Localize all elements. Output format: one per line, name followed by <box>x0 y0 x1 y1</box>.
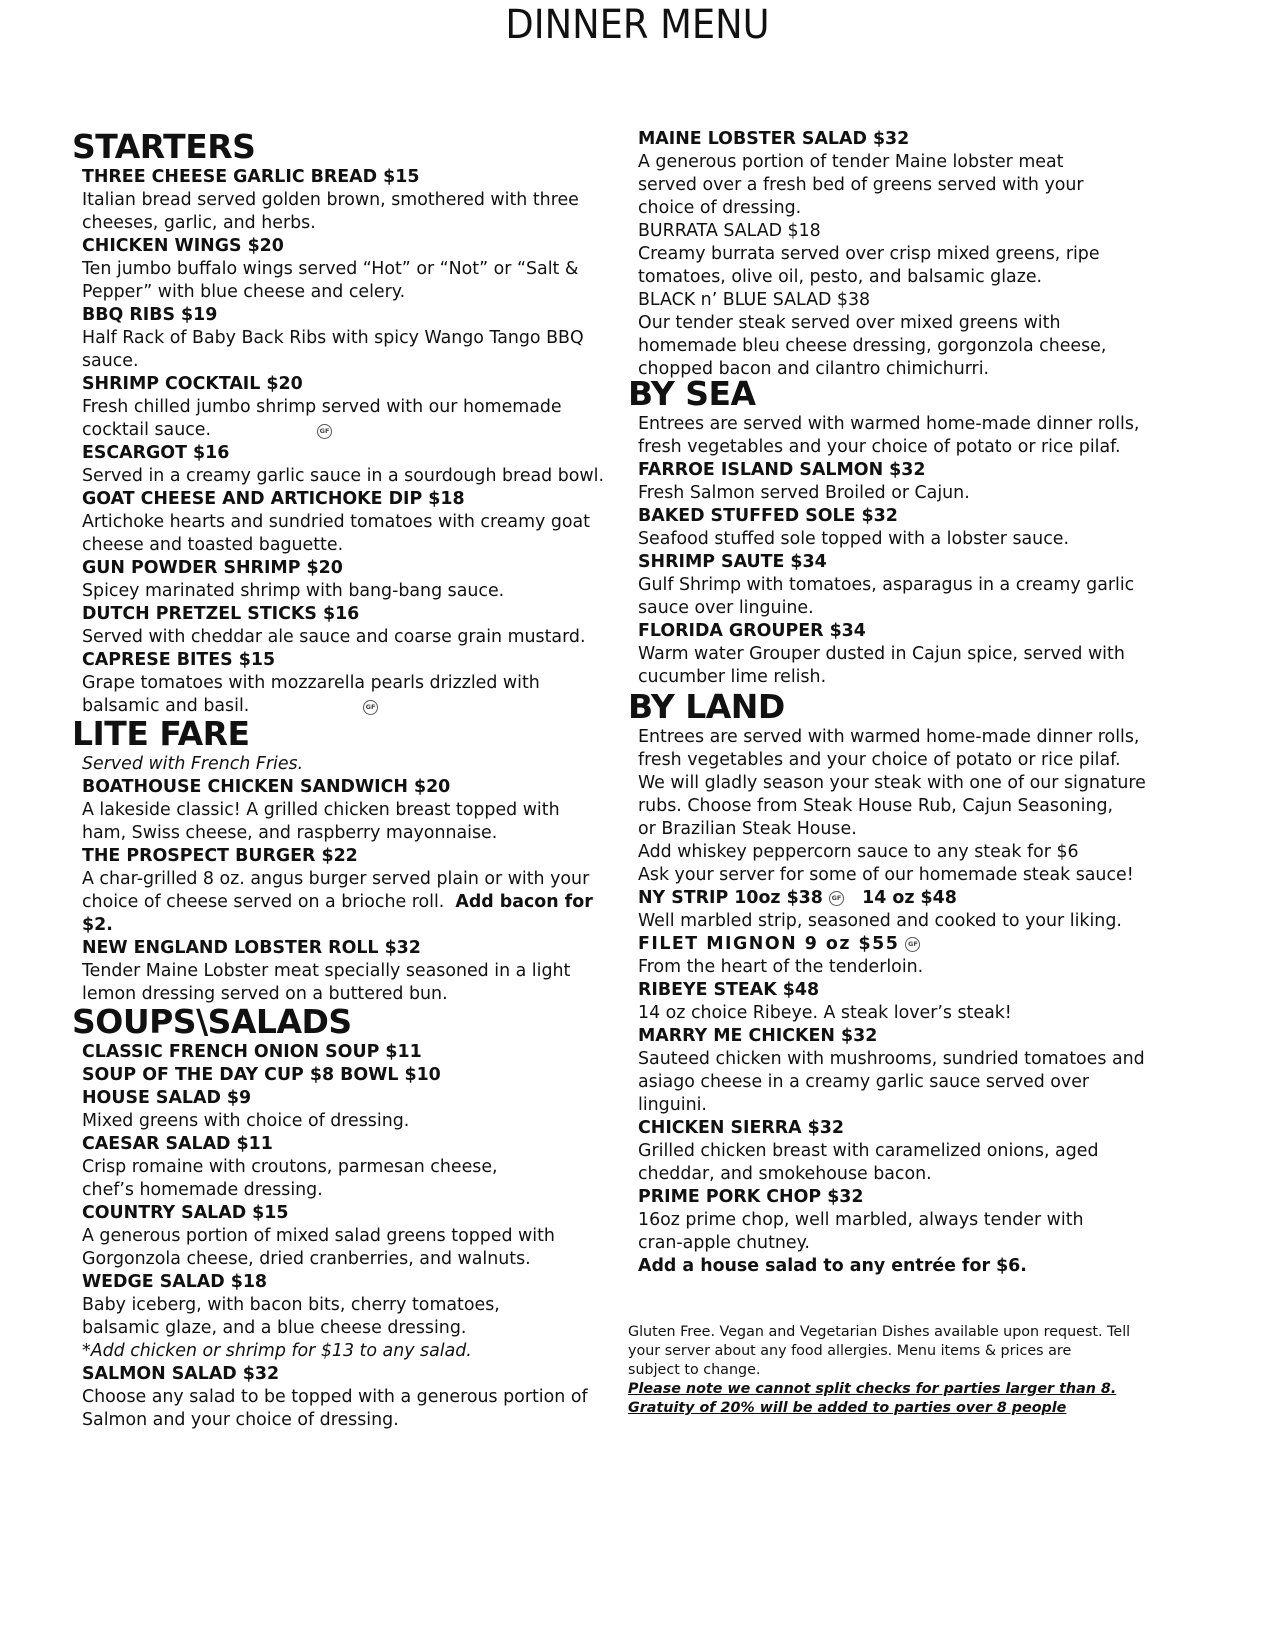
menu-item-desc: homemade bleu cheese dressing, gorgonzola cheese, <box>638 336 1107 356</box>
menu-item-name: THE PROSPECT BURGER $22 <box>82 846 358 866</box>
gluten-free-icon: GF <box>829 891 844 906</box>
gluten-free-icon: GF <box>363 700 378 715</box>
footer-line: Gluten Free. Vegan and Vegetarian Dishes available upon request. Tell <box>628 1324 1131 1340</box>
entree-addon-note: Add a house salad to any entrée for $6. <box>638 1256 1027 1276</box>
menu-item-name: SALMON SALAD $32 <box>82 1364 280 1384</box>
gluten-free-icon: GF <box>905 937 920 952</box>
menu-item-name: CAPRESE BITES $15 <box>82 650 276 670</box>
lite-fare-list <box>72 753 617 1006</box>
menu-item-desc: cheese and toasted baguette. <box>82 535 344 555</box>
footer-line: subject to change. <box>628 1362 761 1378</box>
section-intro: Entrees are served with warmed home-made dinner rolls, <box>638 727 1140 747</box>
menu-item-desc: chopped bacon and cilantro chimichurri. <box>638 359 990 379</box>
menu-item-name: CHICKEN SIERRA $32 <box>638 1118 844 1138</box>
section-by-sea <box>628 375 1188 689</box>
section-intro: or Brazilian Steak House. <box>638 819 857 839</box>
menu-item-desc: Served in a creamy garlic sauce in a sourdough bread bowl. <box>82 466 604 486</box>
menu-item-desc: Crisp romaine with croutons, parmesan cheese, <box>82 1157 498 1177</box>
menu-item-name: FARROE ISLAND SALMON $32 <box>638 460 926 480</box>
menu-item-desc: A lakeside classic! A grilled chicken breast topped with <box>82 800 560 820</box>
menu-item-desc: cheddar, and smokehouse bacon. <box>638 1164 932 1184</box>
menu-item-desc: Half Rack of Baby Back Ribs with spicy Wango Tango BBQ <box>82 328 584 348</box>
menu-item-name: FILET MIGNON 9 oz $55 <box>638 934 900 954</box>
menu-item-name-row <box>638 933 1188 956</box>
section-heading: STARTERS <box>72 127 256 166</box>
starters-list <box>72 166 617 718</box>
menu-item-desc-row <box>82 891 617 914</box>
section-heading: BY SEA <box>628 374 756 413</box>
menu-item-desc: From the heart of the tenderloin. <box>638 957 924 977</box>
menu-item-name: CHICKEN WINGS $20 <box>82 236 284 256</box>
menu-item-desc: Grape tomatoes with mozzarella pearls drizzled with <box>82 673 540 693</box>
menu-item-desc: A generous portion of mixed salad greens topped with <box>82 1226 555 1246</box>
menu-item-name: ESCARGOT $16 <box>82 443 230 463</box>
menu-item-name: BURRATA SALAD $18 <box>638 221 821 241</box>
by-sea-list <box>628 413 1188 689</box>
section-intro: fresh vegetables and your choice of potato or rice pilaf. <box>638 437 1121 457</box>
menu-item-desc: Seafood stuffed sole topped with a lobster sauce. <box>638 529 1069 549</box>
menu-item-desc: Spicey marinated shrimp with bang-bang sauce. <box>82 581 505 601</box>
menu-item-name: WEDGE SALAD $18 <box>82 1272 268 1292</box>
section-by-land <box>628 688 1188 1278</box>
menu-item-name: GOAT CHEESE AND ARTICHOKE DIP $18 <box>82 489 465 509</box>
menu-item-name: GUN POWDER SHRIMP $20 <box>82 558 343 578</box>
section-intro: Entrees are served with warmed home-made dinner rolls, <box>638 414 1140 434</box>
menu-item-desc: Artichoke hearts and sundried tomatoes with creamy goat <box>82 512 590 532</box>
section-heading: SOUPS\SALADS <box>72 1002 352 1041</box>
menu-item-desc: balsamic glaze, and a blue cheese dressing. <box>82 1318 467 1338</box>
menu-item-desc: tomatoes, olive oil, pesto, and balsamic glaze. <box>638 267 1043 287</box>
menu-item-desc: cheeses, garlic, and herbs. <box>82 213 316 233</box>
gluten-free-icon: GF <box>317 424 332 439</box>
soups-salads-list <box>72 1041 617 1432</box>
menu-item-name-row <box>638 887 1188 910</box>
menu-item-name: MAINE LOBSTER SALAD $32 <box>638 129 910 149</box>
section-starters <box>72 128 617 718</box>
menu-item-desc: cocktail sauce. <box>82 420 212 440</box>
menu-item-desc: A generous portion of tender Maine lobster meat <box>638 152 1064 172</box>
menu-item-desc: Baby iceberg, with bacon bits, cherry tomatoes, <box>82 1295 500 1315</box>
menu-item-desc: Fresh chilled jumbo shrimp served with our homemade <box>82 397 562 417</box>
menu-item-name: BOATHOUSE CHICKEN SANDWICH $20 <box>82 777 451 797</box>
menu-item-desc: Served with cheddar ale sauce and coarse grain mustard. <box>82 627 586 647</box>
menu-item-desc: sauce over linguine. <box>638 598 814 618</box>
menu-item-desc: Mixed greens with choice of dressing. <box>82 1111 410 1131</box>
menu-item-name: MARRY ME CHICKEN $32 <box>638 1026 878 1046</box>
menu-item-desc: Italian bread served golden brown, smothered with three <box>82 190 579 210</box>
menu-item-desc: Our tender steak served over mixed greens with <box>638 313 1061 333</box>
menu-item-name: FLORIDA GROUPER $34 <box>638 621 866 641</box>
menu-item-name: SHRIMP COCKTAIL $20 <box>82 374 303 394</box>
menu-item-name: RIBEYE STEAK $48 <box>638 980 820 1000</box>
menu-item-desc: 14 oz choice Ribeye. A steak lover’s steak! <box>638 1003 1012 1023</box>
menu-item-desc: Tender Maine Lobster meat specially seasoned in a light <box>82 961 571 981</box>
by-land-list <box>628 726 1188 1278</box>
menu-item-desc: 16oz prime chop, well marbled, always tender with <box>638 1210 1084 1230</box>
menu-item-addon: Add bacon for <box>455 892 593 912</box>
menu-item-desc: Fresh Salmon served Broiled or Cajun. <box>638 483 970 503</box>
menu-item-addon: $2. <box>82 915 113 935</box>
section-heading: BY LAND <box>628 687 785 726</box>
menu-item-name: BAKED STUFFED SOLE $32 <box>638 506 898 526</box>
section-note: Served with French Fries. <box>82 754 304 774</box>
menu-item-desc: served over a fresh bed of greens served with your <box>638 175 1084 195</box>
menu-item-desc: sauce. <box>82 351 139 371</box>
menu-item-name: NY STRIP 10oz $38 <box>638 888 823 908</box>
menu-item-desc: A char-grilled 8 oz. angus burger served plain or with your <box>82 869 590 889</box>
section-intro: rubs. Choose from Steak House Rub, Cajun Seasoning, <box>638 796 1114 816</box>
section-heading: LITE FARE <box>72 714 250 753</box>
menu-item-name: THREE CHEESE GARLIC BREAD $15 <box>82 167 420 187</box>
section-soups-salads <box>72 1003 617 1432</box>
menu-item-desc: lemon dressing served on a buttered bun. <box>82 984 448 1004</box>
section-intro: Ask your server for some of our homemade steak sauce! <box>638 865 1134 885</box>
menu-item-desc: Gulf Shrimp with tomatoes, asparagus in a creamy garlic <box>638 575 1135 595</box>
menu-item-desc: chef’s homemade dressing. <box>82 1180 323 1200</box>
menu-item-desc: Ten jumbo buffalo wings served “Hot” or “Not” or “Salt & <box>82 259 579 279</box>
menu-item-desc: Choose any salad to be topped with a generous portion of <box>82 1387 588 1407</box>
menu-item-name: CAESAR SALAD $11 <box>82 1134 273 1154</box>
menu-item-name: SOUP OF THE DAY CUP $8 BOWL $10 <box>82 1065 441 1085</box>
menu-item-desc: cran-apple chutney. <box>638 1233 810 1253</box>
menu-item-desc: Grilled chicken breast with caramelized onions, aged <box>638 1141 1099 1161</box>
menu-item-desc: asiago cheese in a creamy garlic sauce served over <box>638 1072 1090 1092</box>
menu-item-desc: Pepper” with blue cheese and celery. <box>82 282 406 302</box>
menu-item-desc: cucumber lime relish. <box>638 667 827 687</box>
menu-item-name: COUNTRY SALAD $15 <box>82 1203 289 1223</box>
salads-continued-list <box>628 128 1198 381</box>
footer-notes <box>628 1323 1188 1418</box>
menu-item-name: HOUSE SALAD $9 <box>82 1088 252 1108</box>
menu-item-name: SHRIMP SAUTE $34 <box>638 552 827 572</box>
section-intro: We will gladly season your steak with one of our signature <box>638 773 1146 793</box>
menu-item-desc: ham, Swiss cheese, and raspberry mayonnaise. <box>82 823 498 843</box>
footer-line: your server about any food allergies. Menu items & prices are <box>628 1343 1072 1359</box>
menu-item-name-suffix: 14 oz $48 <box>862 888 957 908</box>
salad-addon-note: *Add chicken or shrimp for $13 to any salad. <box>82 1341 472 1361</box>
menu-item-desc: choice of dressing. <box>638 198 802 218</box>
section-intro: Add whiskey peppercorn sauce to any steak for $6 <box>638 842 1079 862</box>
menu-item-name: NEW ENGLAND LOBSTER ROLL $32 <box>82 938 421 958</box>
menu-item-name: BBQ RIBS $19 <box>82 305 218 325</box>
section-lite-fare <box>72 715 617 1006</box>
menu-item-desc: Gorgonzola cheese, dried cranberries, and walnuts. <box>82 1249 531 1269</box>
menu-item-desc: balsamic and basil. <box>82 696 250 716</box>
menu-item-desc: Well marbled strip, seasoned and cooked to your liking. <box>638 911 1122 931</box>
menu-item-desc: Salmon and your choice of dressing. <box>82 1410 399 1430</box>
menu-item-name: CLASSIC FRENCH ONION SOUP $11 <box>82 1042 422 1062</box>
menu-item-name: DUTCH PRETZEL STICKS $16 <box>82 604 360 624</box>
menu-item-name: PRIME PORK CHOP $32 <box>638 1187 864 1207</box>
policy-line: Gratuity of 20% will be added to parties over 8 people <box>628 1400 1067 1416</box>
menu-item-desc: choice of cheese served on a brioche roll. <box>82 892 445 912</box>
menu-item-desc: Sauteed chicken with mushrooms, sundried tomatoes and <box>638 1049 1145 1069</box>
menu-item-desc-row <box>82 419 617 442</box>
page-title: DINNER MENU <box>505 2 770 48</box>
menu-item-desc: Creamy burrata served over crisp mixed greens, ripe <box>638 244 1100 264</box>
menu-item-desc: Warm water Grouper dusted in Cajun spice, served with <box>638 644 1125 664</box>
menu-item-name: BLACK n’ BLUE SALAD $38 <box>638 290 871 310</box>
section-intro: fresh vegetables and your choice of potato or rice pilaf. <box>638 750 1121 770</box>
menu-item-desc: linguini. <box>638 1095 707 1115</box>
policy-line: Please note we cannot split checks for parties larger than 8. <box>628 1381 1117 1397</box>
